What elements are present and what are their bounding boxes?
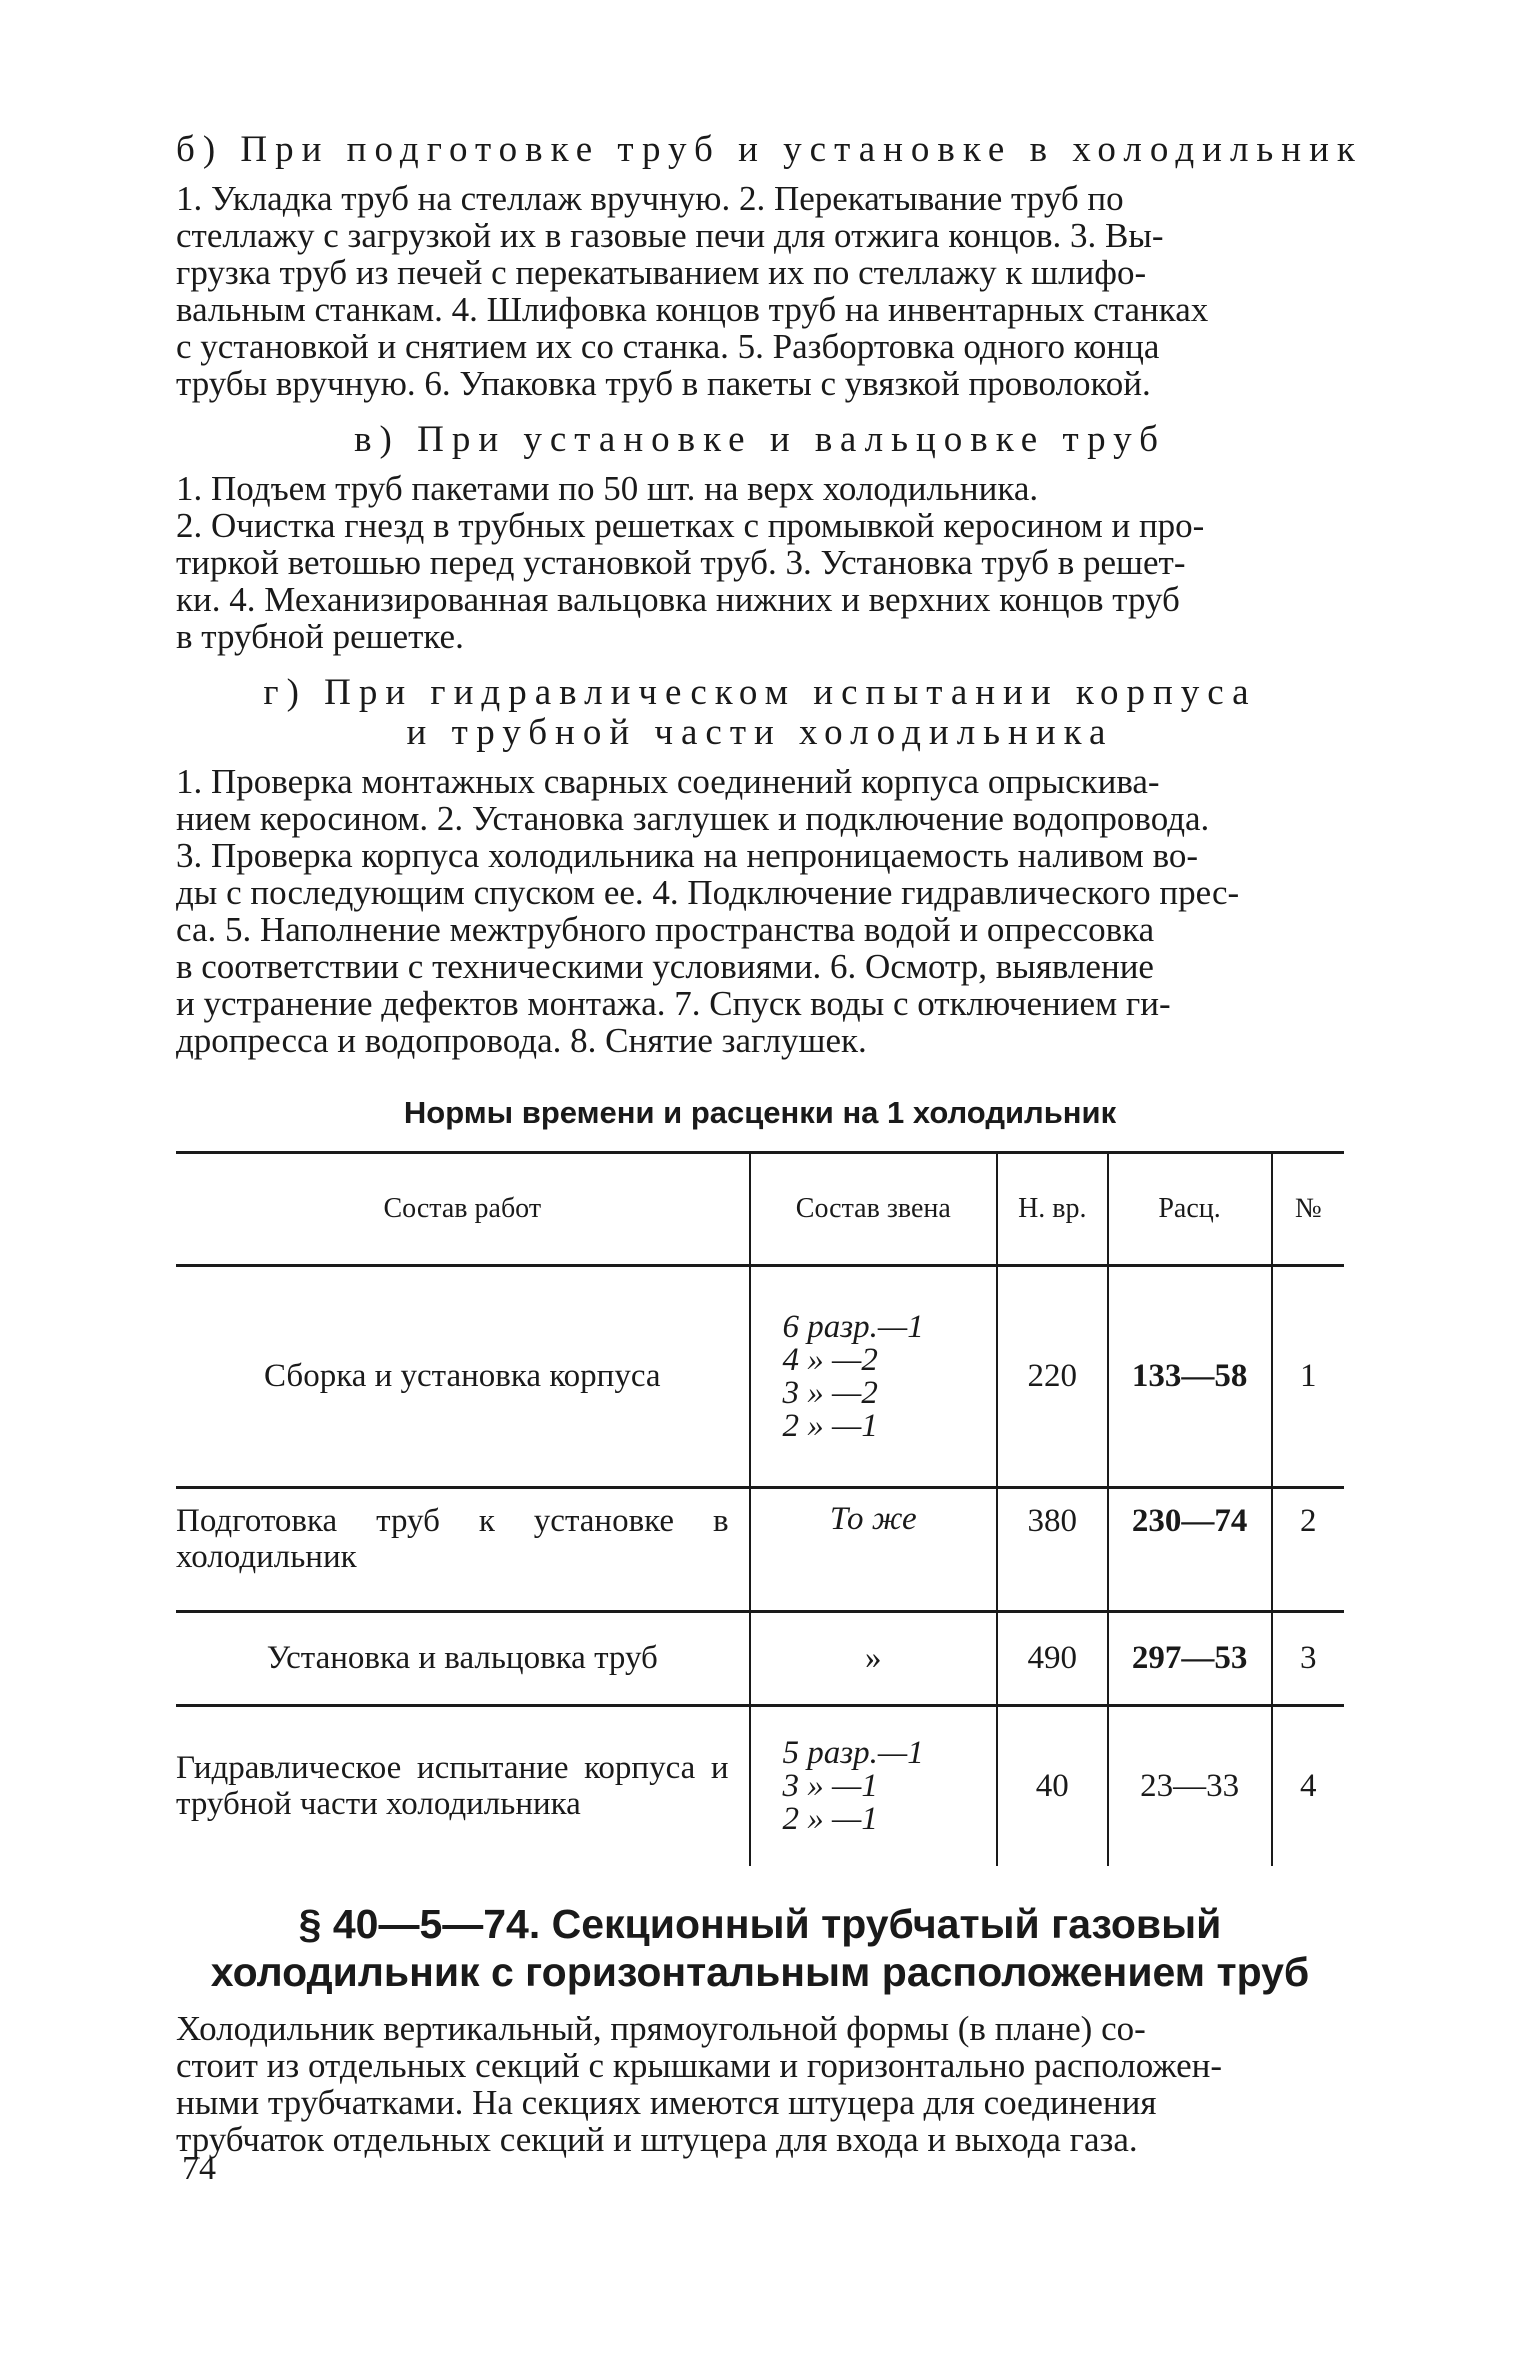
cell-nvr: 220 [997,1266,1107,1488]
table-header-row [176,1153,1344,1266]
header-num: № [1272,1153,1344,1266]
text-line: грузка труб из печей с перекатыванием их по стеллажу к шлифо- [176,253,1147,292]
norms-table [176,1151,1344,1866]
work-text: Гидравлическое испытание корпуса и трубной части холодильника [176,1750,729,1823]
cell-rate: 23—33 [1108,1706,1272,1866]
section-title-line: холодильник с горизонтальным расположением труб [210,1948,1310,1995]
cell-num: 4 [1272,1706,1344,1866]
cell-crew [750,1488,998,1612]
cell-crew [750,1266,998,1488]
text-line: 1. Проверка монтажных сварных соединений корпуса опрыскива- [176,762,1160,801]
table-row [176,1266,1344,1488]
text-line: с установкой и снятием их со станка. 5. Разбортовка одного конца [176,327,1160,366]
text-line: Холодильник вертикальный, прямоугольной формы (в плане) со- [176,2008,1146,2048]
text-line: дропресса и водопровода. 8. Снятие заглушек. [176,1021,867,1060]
text-line: и устранение дефектов монтажа. 7. Спуск воды с отключением ги- [176,984,1171,1023]
section-g-text [176,763,1344,1059]
work-text: Сборка и установка корпуса [263,1358,661,1394]
section-v-heading: в) При установке и вальцовке труб [354,419,1166,460]
section-title [176,1900,1344,1996]
text-line: стоит из отдельных секций с крышками и горизонтально расположен- [176,2045,1223,2085]
header-work: Состав работ [176,1153,750,1266]
cell-work [176,1488,750,1612]
cell-rate: 230—74 [1108,1488,1272,1612]
cell-crew [750,1612,998,1706]
crew-line: 3 » —2 [782,1374,878,1411]
text-line: вальным станкам. 4. Шлифовка концов труб на инвентарных станках [176,290,1209,329]
cell-work [176,1706,750,1866]
work-text: Установка и вальцовка труб [266,1640,658,1676]
cell-nvr: 380 [997,1488,1107,1612]
crew-line: 6 разр.—1 [782,1308,924,1345]
crew-line: 4 » —2 [782,1341,878,1378]
section-title-line: § 40—5—74. Секционный трубчатый газовый [298,1900,1222,1947]
cell-nvr: 40 [997,1706,1107,1866]
header-nvr: Н. вр. [997,1153,1107,1266]
table-row [176,1706,1344,1866]
cell-work [176,1612,750,1706]
text-line: в соответствии с техническими условиями. 6. Осмотр, выявление [176,947,1154,986]
text-line: стеллажу с загрузкой их в газовые печи для отжига концов. 3. Вы- [176,216,1164,255]
text-line: нием керосином. 2. Установка заглушек и подключение водопровода. [176,799,1210,838]
text-line: трубы вручную. 6. Упаковка труб в пакеты с увязкой проволокой. [176,364,1151,403]
section-g-heading-line1: г) При гидравлическом испытании корпуса [263,672,1257,713]
header-crew: Состав звена [750,1153,998,1266]
section-b-text [176,180,1344,402]
crew-line: То же [829,1501,917,1537]
section-v-text [176,470,1344,655]
text-line: тиркой ветошью перед установкой труб. 3. Установка труб в решет- [176,543,1186,582]
text-line: 1. Подъем труб пакетами по 50 шт. на верх холодильника. [176,469,1039,508]
crew-line: » [865,1640,882,1676]
crew-line: 2 » —1 [782,1407,878,1444]
text-line: ды с последующим спуском ее. 4. Подключение гидравлического прес- [176,873,1240,912]
section-b-heading: б) При подготовке труб и установке в холодильник [176,129,1363,170]
text-line: ки. 4. Механизированная вальцовка нижних и верхних концов труб [176,580,1180,619]
cell-nvr: 490 [997,1612,1107,1706]
text-line: 3. Проверка корпуса холодильника на непроницаемость наливом во- [176,836,1199,875]
crew-line: 2 » —1 [782,1800,878,1837]
text-line: са. 5. Наполнение межтрубного пространства водой и опрессовка [176,910,1155,949]
document-page [176,129,1363,2176]
work-text: Подготовка труб к установке в холодильник [176,1503,729,1575]
crew-line: 3 » —1 [782,1767,878,1804]
cell-work [176,1266,750,1488]
text-line: трубчаток отдельных секций и штуцера для входа и выхода газа. [176,2119,1138,2159]
cell-num: 3 [1272,1612,1344,1706]
table-row [176,1488,1344,1612]
cell-rate: 133—58 [1108,1266,1272,1488]
crew-line: 5 разр.—1 [782,1734,924,1771]
page-number: 74 [182,2150,216,2187]
table-row [176,1612,1344,1706]
cell-rate: 297—53 [1108,1612,1272,1706]
text-line: ными трубчатками. На секциях имеются штуцера для соединения [176,2082,1157,2122]
cell-crew [750,1706,998,1866]
header-rate: Расц. [1108,1153,1272,1266]
section-74-text [176,2010,1344,2158]
cell-num: 2 [1272,1488,1344,1612]
table-title: Нормы времени и расценки на 1 холодильник [403,1095,1117,1130]
text-line: 2. Очистка гнезд в трубных решетках с промывкой керосином и про- [176,506,1205,545]
cell-num: 1 [1272,1266,1344,1488]
section-g-heading-line2: и трубной части холодильника [406,712,1114,753]
text-line: в трубной решетке. [176,617,464,656]
text-line: 1. Укладка труб на стеллаж вручную. 2. Перекатывание труб по [176,179,1124,218]
